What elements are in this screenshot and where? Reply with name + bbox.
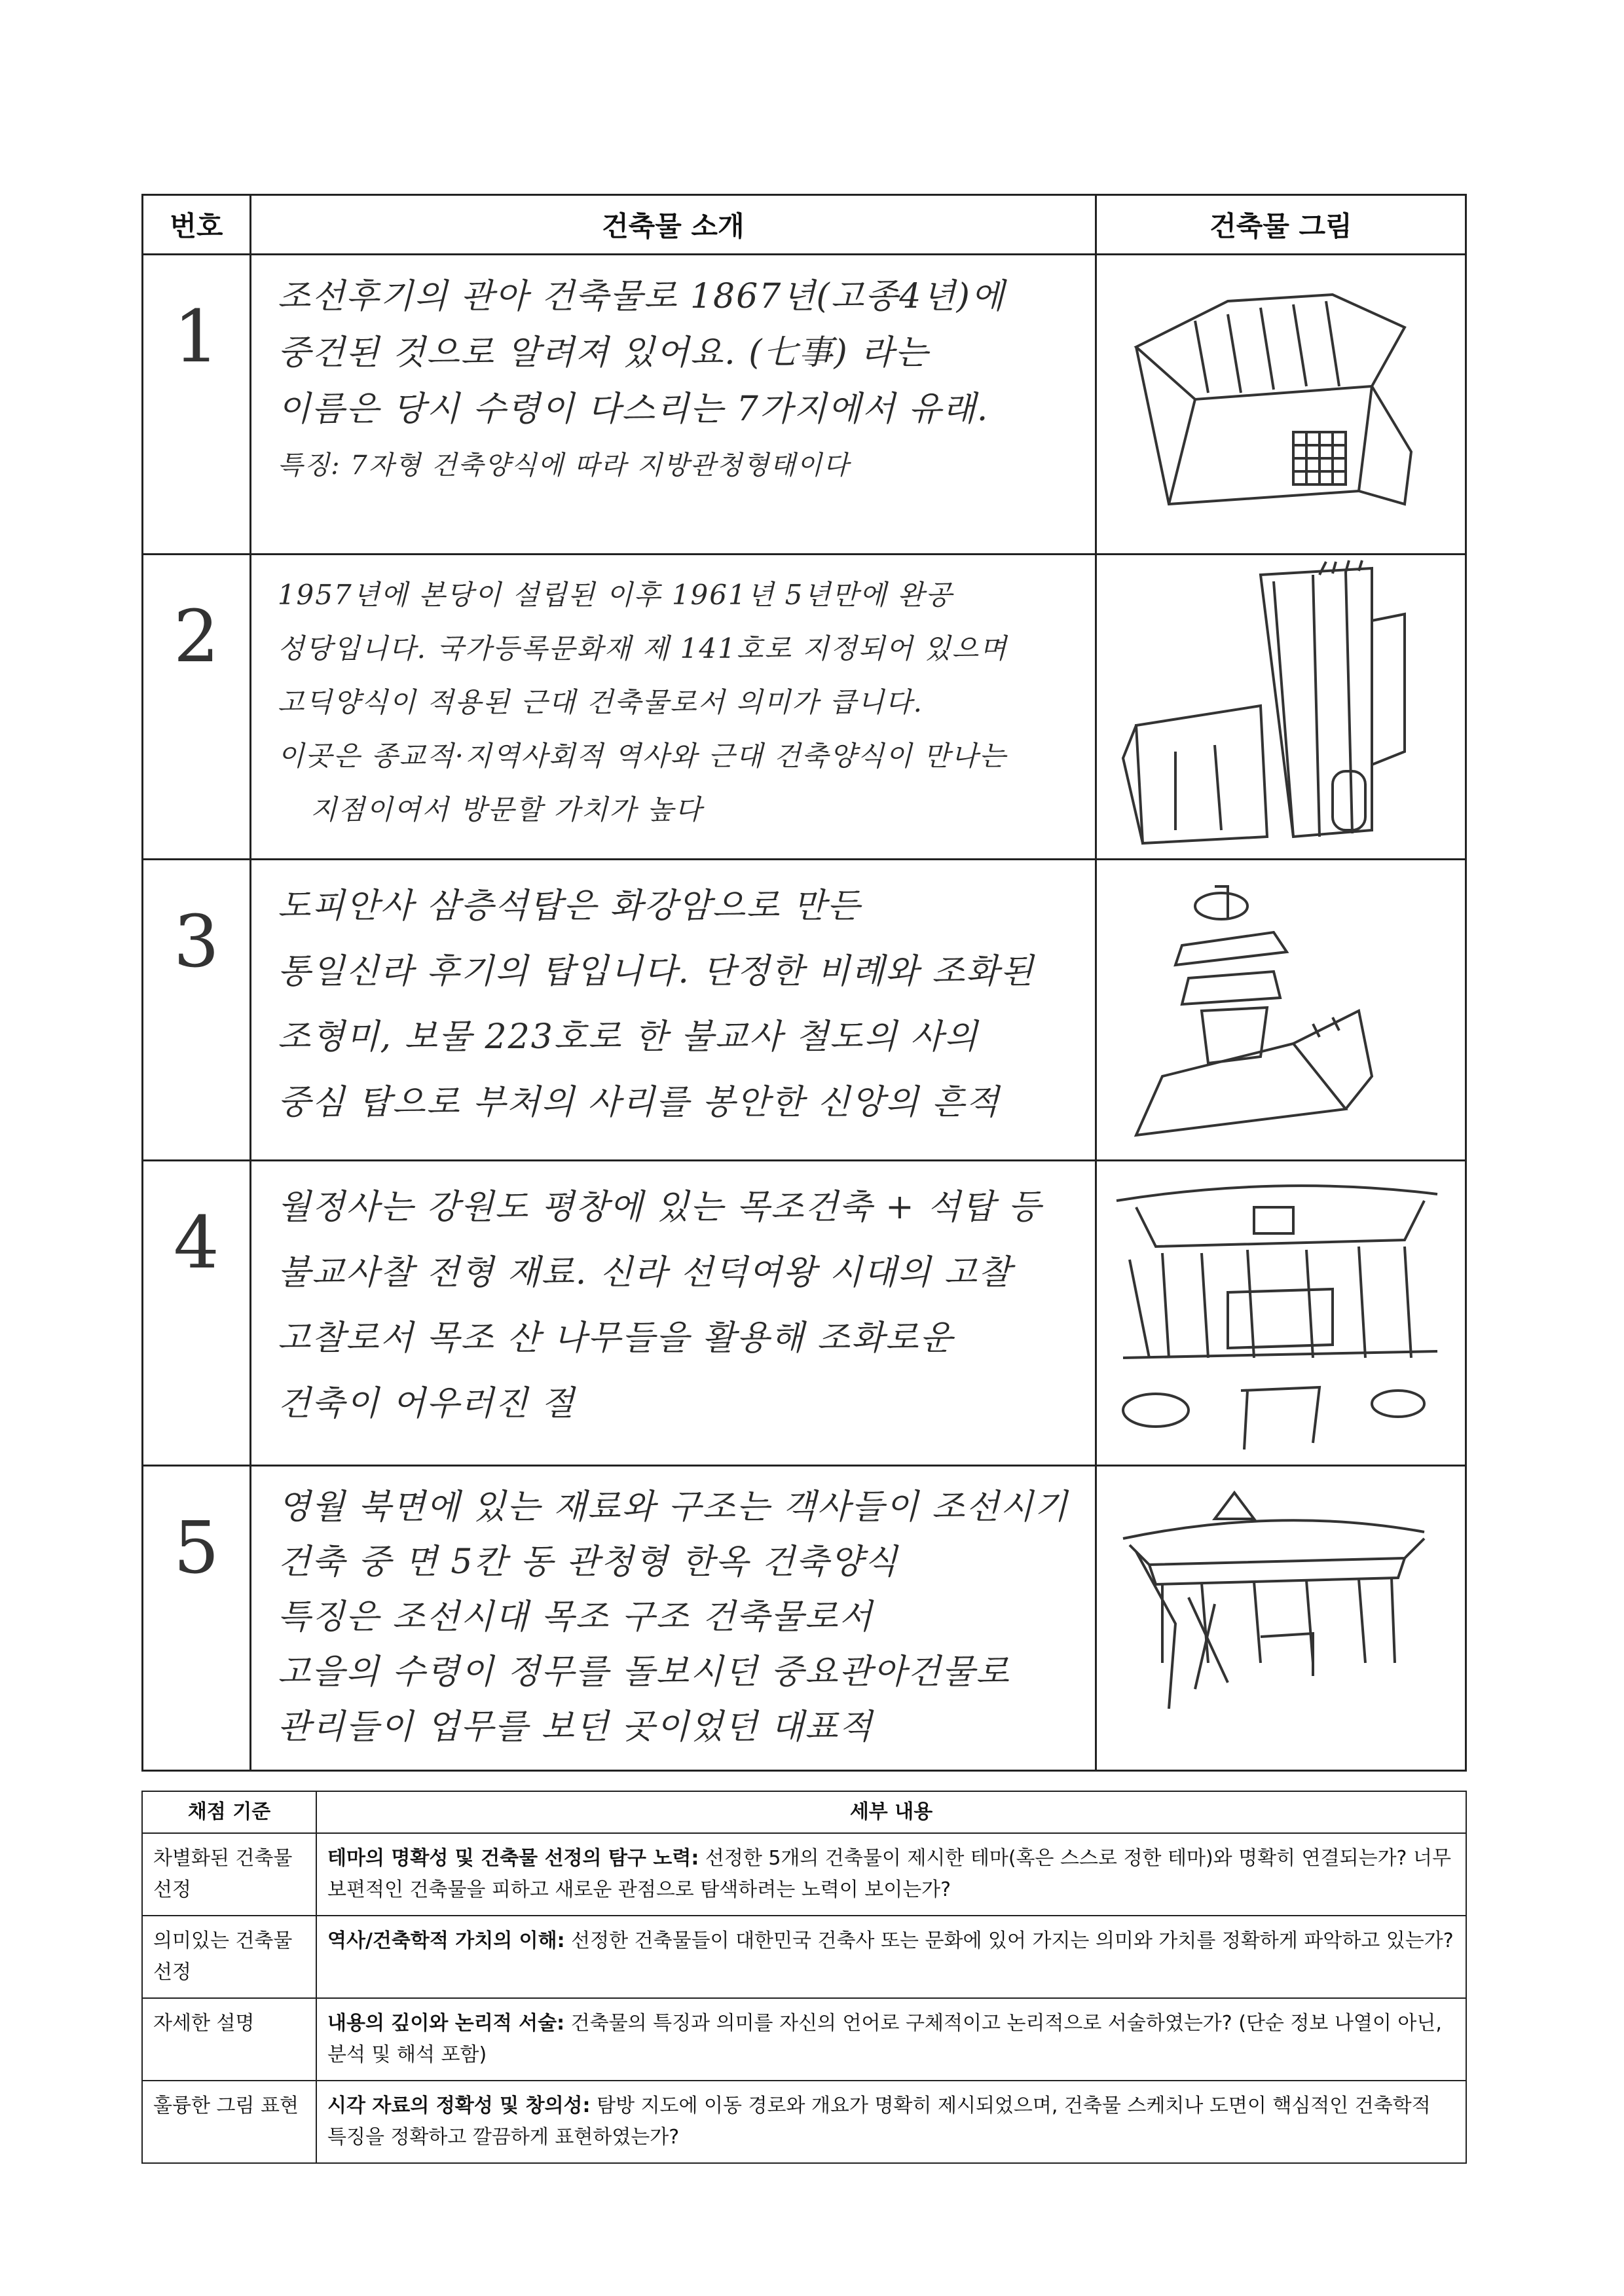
drawing-cell [1096,860,1466,1161]
drawing-cell [1096,555,1466,860]
handwritten-line: 건축 중 면 5칸 동 관청형 한옥 건축양식 [277,1542,899,1582]
handwritten-line: 영월 북면에 있는 재료와 구조는 객사들이 조선시기 [277,1487,1069,1527]
handwritten-line: 고딕양식이 적용된 근대 건축물로서 의미가 큽니다. [277,686,923,718]
row-number: 4 [173,1201,219,1285]
handwritten-line: 특징은 조선시대 목조 구조 건축물로서 [277,1597,874,1637]
criteria-key: 자세한 설명 [142,1998,316,2081]
criteria-detail [316,2081,1466,2163]
temple-gate-sketch [1097,1161,1461,1463]
header-number: 번호 [143,195,251,255]
drawing-cell [1096,255,1466,555]
handwritten-line: 불교사찰 전형 재료. 신라 선덕여왕 시대의 고찰 [277,1253,1012,1292]
table-row [143,860,1466,1161]
handwritten-line: 중건된 것으로 알려져 있어요. (七事) 라는 [277,333,929,373]
handwritten-line: 고을의 수령이 정무를 돌보시던 중요관아건물로 [277,1652,1010,1692]
handwritten-line: 건축이 어우러진 절 [277,1384,576,1423]
intro-cell [250,255,1096,555]
handwritten-line: 관리들이 업무를 보던 곳이었던 대표적 [277,1707,874,1747]
handwritten-line: 월정사는 강원도 평창에 있는 목조건축 + 석탑 등 [277,1188,1043,1227]
intro-cell [250,1161,1096,1466]
handwritten-line: 고찰로서 목조 산 나무들을 활용해 조화로운 [277,1319,954,1358]
criteria-text: 선정한 5개의 건축물이 제시한 테마(혹은 스스로 정한 테마)와 명확히 연결되는가? 너무 보편적인 건축물을 피하고 새로운 관점으로 탐색하려는 노력이 보이는가? [327,1847,1451,1901]
building-table [141,194,1467,1772]
handwritten-line: 이곳은 종교적·지역사회적 역사와 근대 건축양식이 만나는 [277,740,1007,772]
handwritten-line: 통일신라 후기의 탑입니다. 단정한 비례와 조화된 [277,952,1035,991]
criteria-header-detail: 세부 내용 [316,1791,1466,1833]
criteria-detail [316,1833,1466,1916]
row-number: 5 [173,1506,219,1590]
row-number-cell [143,255,251,555]
row-number: 3 [173,900,219,983]
row-number-cell [143,1466,251,1771]
stone-pagoda-sketch [1097,860,1461,1158]
handwritten-line: 지점이여서 방문할 가치가 높다 [310,793,703,826]
handwritten-line: 성당입니다. 국가등록문화재 제 141호로 지정되어 있으며 [277,632,1008,665]
hanok-roof-sketch [1097,1467,1461,1768]
criteria-text: 건축물의 특징과 의미를 자신의 언어로 구체적이고 논리적으로 서술하였는가? (단순 정보 나열이 아닌, 분석 및 해석 포함) [327,2012,1442,2066]
criteria-detail [316,1998,1466,2081]
row-number-cell [143,555,251,860]
grading-criteria-table [141,1791,1467,2164]
criteria-key: 의미있는 건축물 선정 [142,1916,316,1998]
handwritten-line: 중심 탑으로 부처의 사리를 봉안한 신앙의 흔적 [277,1083,1001,1122]
handwritten-line: 조선후기의 관아 건축물로 1867년(고종4년)에 [277,277,1006,316]
row-number: 2 [173,594,219,678]
table-row [143,1161,1466,1466]
intro-cell [250,555,1096,860]
criteria-text: 선정한 건축물들이 대한민국 건축사 또는 문화에 있어 가지는 의미와 가치를 정확하게 파악하고 있는가? [564,1929,1454,1952]
handwritten-line: 도피안사 삼층석탑은 화강암으로 만든 [277,886,862,926]
criteria-row [142,1833,1466,1916]
table-header-row [143,195,1466,255]
criteria-header-key: 채점 기준 [142,1791,316,1833]
gable-roof-house-sketch [1097,255,1461,550]
criteria-row [142,1998,1466,2081]
criteria-bold: 테마의 명확성 및 건축물 선정의 탐구 노력: [327,1847,699,1870]
header-drawing: 건축물 그림 [1096,195,1466,255]
drawing-cell [1096,1161,1466,1466]
criteria-key: 훌륭한 그림 표현 [142,2081,316,2163]
row-number: 1 [173,295,219,378]
criteria-text: 탐방 지도에 이동 경로와 개요가 명확히 제시되었으며, 건축물 스케치나 도면이 핵심적인 건축학적 특징을 정확하고 깔끔하게 표현하였는가? [327,2094,1431,2149]
intro-cell [250,860,1096,1161]
criteria-header-row [142,1791,1466,1833]
criteria-row [142,2081,1466,2163]
criteria-detail [316,1916,1466,1998]
criteria-key: 차별화된 건축물 선정 [142,1833,316,1916]
church-facade-sketch [1097,555,1461,856]
row-number-cell [143,860,251,1161]
handwritten-line: 이름은 당시 수령이 다스리는 7가지에서 유래. [277,390,989,429]
intro-cell [250,1466,1096,1771]
criteria-row [142,1916,1466,1998]
table-row [143,255,1466,555]
drawing-cell [1096,1466,1466,1771]
handwritten-line: 1957년에 본당이 설립된 이후 1961년 5년만에 완공 [277,579,953,611]
handwritten-line: 특징: 7자형 건축양식에 따라 지방관청형태이다 [277,450,850,481]
criteria-bold: 역사/건축학적 가치의 이해: [327,1929,565,1952]
handwritten-line: 조형미, 보물 223호로 한 불교사 철도의 사의 [277,1017,979,1057]
row-number-cell [143,1161,251,1466]
header-introduction: 건축물 소개 [250,195,1096,255]
criteria-bold: 시각 자료의 정확성 및 창의성: [327,2094,591,2117]
table-row [143,555,1466,860]
table-row [143,1466,1466,1771]
criteria-bold: 내용의 깊이와 논리적 서술: [327,2012,565,2035]
